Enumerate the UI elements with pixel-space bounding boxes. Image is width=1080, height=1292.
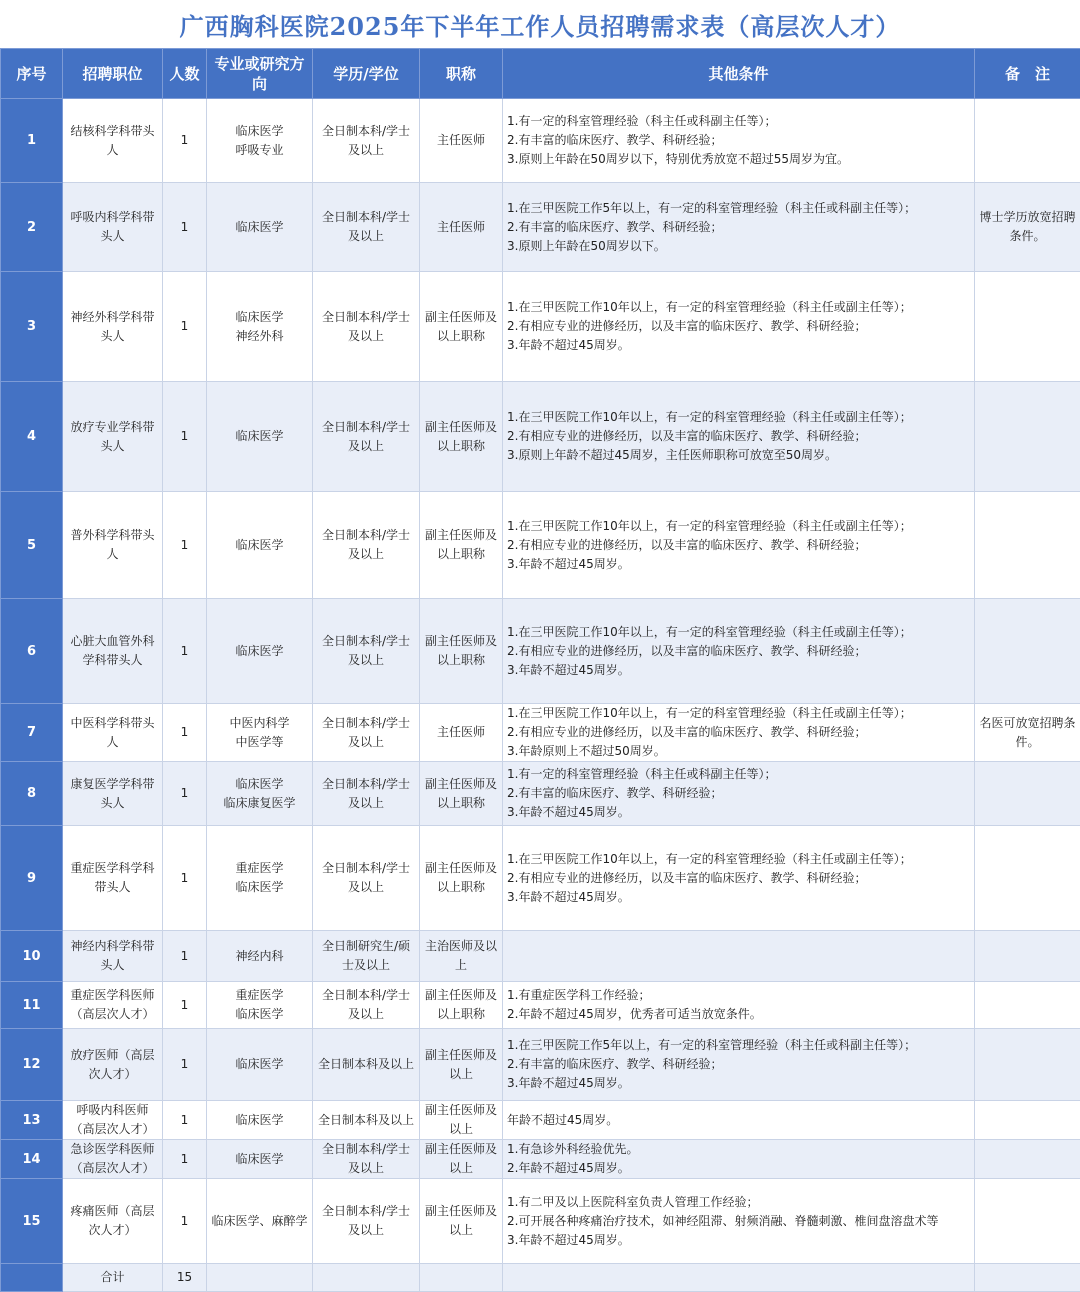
table-row xyxy=(1,492,1080,599)
row-remarks xyxy=(975,599,1080,704)
row-position: 普外科学科带头人 xyxy=(63,492,163,599)
major-line: 临床医学 xyxy=(211,308,308,327)
condition-line: 1.在三甲医院工作10年以上，有一定的科室管理经验（科主任或副主任等）； xyxy=(507,517,970,536)
total-empty xyxy=(420,1264,503,1292)
row-major xyxy=(207,272,313,382)
table-row xyxy=(1,704,1080,762)
row-title: 主任医师 xyxy=(420,704,503,762)
row-count: 1 xyxy=(163,382,207,492)
total-empty xyxy=(503,1264,975,1292)
row-title: 副主任医师及以上 xyxy=(420,1140,503,1179)
row-conditions xyxy=(503,982,975,1029)
major-line: 临床医学 xyxy=(211,642,308,661)
table-row xyxy=(1,826,1080,931)
row-remarks xyxy=(975,1140,1080,1179)
condition-line: 3.年龄不超过45周岁。 xyxy=(507,1231,970,1250)
row-title: 副主任医师及以上职称 xyxy=(420,982,503,1029)
row-education: 全日制本科及以上 xyxy=(313,1029,420,1101)
row-seq: 8 xyxy=(1,762,63,826)
condition-line: 2.有相应专业的进修经历，以及丰富的临床医疗、教学、科研经验； xyxy=(507,642,970,661)
table-row xyxy=(1,1029,1080,1101)
total-count: 15 xyxy=(163,1264,207,1292)
row-title: 副主任医师及以上职称 xyxy=(420,826,503,931)
row-major xyxy=(207,1140,313,1179)
row-remarks xyxy=(975,1179,1080,1264)
major-line: 临床医学 xyxy=(211,536,308,555)
row-seq: 7 xyxy=(1,704,63,762)
row-count: 1 xyxy=(163,1140,207,1179)
row-seq: 12 xyxy=(1,1029,63,1101)
major-line: 临床医学、麻醉学 xyxy=(211,1212,308,1231)
row-major xyxy=(207,1101,313,1140)
row-title: 副主任医师及以上 xyxy=(420,1101,503,1140)
condition-line: 3.年龄不超过45周岁。 xyxy=(507,661,970,680)
row-education: 全日制本科/学士及以上 xyxy=(313,272,420,382)
major-line: 神经内科 xyxy=(211,947,308,966)
major-line: 中医内科学 xyxy=(211,714,308,733)
row-title: 主治医师及以上 xyxy=(420,931,503,982)
major-line: 中医学等 xyxy=(211,733,308,752)
row-title: 主任医师 xyxy=(420,99,503,183)
condition-line: 2.有相应专业的进修经历，以及丰富的临床医疗、教学、科研经验； xyxy=(507,317,970,336)
row-position: 康复医学学科带头人 xyxy=(63,762,163,826)
header-title: 职称 xyxy=(420,49,503,99)
row-major xyxy=(207,492,313,599)
row-remarks: 博士学历放宽招聘条件。 xyxy=(975,183,1080,272)
major-line: 临床医学 xyxy=(211,1111,308,1130)
condition-line: 1.在三甲医院工作10年以上，有一定的科室管理经验（科主任或副主任等）； xyxy=(507,850,970,869)
row-seq: 9 xyxy=(1,826,63,931)
row-major xyxy=(207,382,313,492)
row-position: 中医科学科带头人 xyxy=(63,704,163,762)
row-major xyxy=(207,762,313,826)
row-remarks xyxy=(975,826,1080,931)
condition-line: 1.在三甲医院工作10年以上，有一定的科室管理经验（科主任或副主任等）； xyxy=(507,408,970,427)
row-position: 重症医学科医师（高层次人才） xyxy=(63,982,163,1029)
condition-line: 1.在三甲医院工作10年以上，有一定的科室管理经验（科主任或副主任等）； xyxy=(507,298,970,317)
row-count: 1 xyxy=(163,704,207,762)
row-education: 全日制本科/学士及以上 xyxy=(313,382,420,492)
row-count: 1 xyxy=(163,1179,207,1264)
row-seq: 5 xyxy=(1,492,63,599)
row-conditions xyxy=(503,931,975,982)
row-education: 全日制本科/学士及以上 xyxy=(313,982,420,1029)
major-line: 重症医学 xyxy=(211,859,308,878)
row-conditions xyxy=(503,272,975,382)
row-major xyxy=(207,826,313,931)
condition-line: 1.有一定的科室管理经验（科主任或科副主任等）； xyxy=(507,765,970,784)
condition-line: 2.可开展各种疼痛治疗技术，如神经阻滞、射频消融、脊髓刺激、椎间盘溶盘术等 xyxy=(507,1212,970,1231)
major-line: 呼吸专业 xyxy=(211,141,308,160)
condition-line: 2.有丰富的临床医疗、教学、科研经验； xyxy=(507,218,970,237)
row-remarks xyxy=(975,1029,1080,1101)
row-title: 副主任医师及以上职称 xyxy=(420,492,503,599)
row-conditions xyxy=(503,492,975,599)
row-title: 副主任医师及以上 xyxy=(420,1029,503,1101)
row-seq: 14 xyxy=(1,1140,63,1179)
condition-line: 3.年龄原则上不超过50周岁。 xyxy=(507,742,970,761)
row-count: 1 xyxy=(163,183,207,272)
condition-line: 1.有一定的科室管理经验（科主任或科副主任等）； xyxy=(507,112,970,131)
row-seq: 1 xyxy=(1,99,63,183)
table-row xyxy=(1,599,1080,704)
row-seq: 13 xyxy=(1,1101,63,1140)
row-position: 放疗专业学科带头人 xyxy=(63,382,163,492)
row-education: 全日制本科/学士及以上 xyxy=(313,599,420,704)
row-education: 全日制本科/学士及以上 xyxy=(313,183,420,272)
total-empty xyxy=(313,1264,420,1292)
major-line: 临床医学 xyxy=(211,1005,308,1024)
row-education: 全日制本科/学士及以上 xyxy=(313,99,420,183)
table-row xyxy=(1,931,1080,982)
row-count: 1 xyxy=(163,826,207,931)
row-education: 全日制本科/学士及以上 xyxy=(313,492,420,599)
condition-line: 1.在三甲医院工作5年以上，有一定的科室管理经验（科主任或科副主任等）； xyxy=(507,1036,970,1055)
table-row xyxy=(1,382,1080,492)
condition-line: 1.有重症医学科工作经验； xyxy=(507,986,970,1005)
condition-line: 2.有相应专业的进修经历，以及丰富的临床医疗、教学、科研经验； xyxy=(507,869,970,888)
table-row xyxy=(1,1179,1080,1264)
condition-line: 3.年龄不超过45周岁。 xyxy=(507,336,970,355)
row-major xyxy=(207,599,313,704)
row-major xyxy=(207,931,313,982)
condition-line: 2.有相应专业的进修经历，以及丰富的临床医疗、教学、科研经验； xyxy=(507,536,970,555)
row-count: 1 xyxy=(163,1029,207,1101)
table-row xyxy=(1,982,1080,1029)
row-education: 全日制本科/学士及以上 xyxy=(313,826,420,931)
condition-line: 3.年龄不超过45周岁。 xyxy=(507,1074,970,1093)
row-title: 副主任医师及以上 xyxy=(420,1179,503,1264)
row-conditions xyxy=(503,1101,975,1140)
row-position: 心脏大血管外科学科带头人 xyxy=(63,599,163,704)
row-seq: 15 xyxy=(1,1179,63,1264)
row-conditions xyxy=(503,99,975,183)
row-major xyxy=(207,183,313,272)
condition-line: 3.原则上年龄不超过45周岁，主任医师职称可放宽至50周岁。 xyxy=(507,446,970,465)
condition-line: 3.年龄不超过45周岁。 xyxy=(507,803,970,822)
table-row xyxy=(1,272,1080,382)
table-header-row xyxy=(1,49,1080,99)
row-position: 放疗医师（高层次人才） xyxy=(63,1029,163,1101)
major-line: 临床医学 xyxy=(211,775,308,794)
row-seq: 3 xyxy=(1,272,63,382)
condition-line: 1.有二甲及以上医院科室负责人管理工作经验； xyxy=(507,1193,970,1212)
row-position: 呼吸内科学科带头人 xyxy=(63,183,163,272)
major-line: 临床医学 xyxy=(211,878,308,897)
condition-line: 2.有相应专业的进修经历，以及丰富的临床医疗、教学、科研经验； xyxy=(507,427,970,446)
row-education: 全日制本科/学士及以上 xyxy=(313,762,420,826)
row-major xyxy=(207,99,313,183)
major-line: 临床医学 xyxy=(211,427,308,446)
row-major xyxy=(207,982,313,1029)
condition-line: 2.有相应专业的进修经历，以及丰富的临床医疗、教学、科研经验； xyxy=(507,723,970,742)
major-line: 重症医学 xyxy=(211,986,308,1005)
condition-line: 2.年龄不超过45周岁。 xyxy=(507,1159,970,1178)
condition-line: 3.原则上年龄在50周岁以下。 xyxy=(507,237,970,256)
major-line: 临床医学 xyxy=(211,1055,308,1074)
header-conditions: 其他条件 xyxy=(503,49,975,99)
row-count: 1 xyxy=(163,1101,207,1140)
row-count: 1 xyxy=(163,931,207,982)
condition-line: 1.有急诊外科经验优先。 xyxy=(507,1140,970,1159)
row-conditions xyxy=(503,704,975,762)
total-row xyxy=(1,1264,1080,1292)
row-count: 1 xyxy=(163,272,207,382)
condition-line: 1.在三甲医院工作10年以上，有一定的科室管理经验（科主任或副主任等）； xyxy=(507,623,970,642)
recruitment-table xyxy=(0,48,1080,1292)
row-education: 全日制研究生/硕士及以上 xyxy=(313,931,420,982)
major-line: 临床医学 xyxy=(211,122,308,141)
row-education: 全日制本科/学士及以上 xyxy=(313,1140,420,1179)
table-row xyxy=(1,1140,1080,1179)
condition-line: 1.在三甲医院工作5年以上，有一定的科室管理经验（科主任或科副主任等）； xyxy=(507,199,970,218)
row-position: 结核科学科带头人 xyxy=(63,99,163,183)
total-empty xyxy=(207,1264,313,1292)
condition-line: 1.在三甲医院工作10年以上，有一定的科室管理经验（科主任或副主任等）； xyxy=(507,704,970,723)
row-major xyxy=(207,1179,313,1264)
condition-line: 年龄不超过45周岁。 xyxy=(507,1111,970,1130)
row-remarks xyxy=(975,382,1080,492)
row-position: 神经内科学科带头人 xyxy=(63,931,163,982)
condition-line: 2.有丰富的临床医疗、教学、科研经验； xyxy=(507,1055,970,1074)
row-count: 1 xyxy=(163,762,207,826)
row-position: 急诊医学科医师（高层次人才） xyxy=(63,1140,163,1179)
table-row xyxy=(1,762,1080,826)
table-row xyxy=(1,1101,1080,1140)
row-seq: 11 xyxy=(1,982,63,1029)
row-count: 1 xyxy=(163,99,207,183)
condition-line: 3.原则上年龄在50周岁以下，特别优秀放宽不超过55周岁为宜。 xyxy=(507,150,970,169)
row-conditions xyxy=(503,599,975,704)
row-education: 全日制本科/学士及以上 xyxy=(313,1179,420,1264)
row-remarks xyxy=(975,982,1080,1029)
row-position: 重症医学科学科带头人 xyxy=(63,826,163,931)
row-count: 1 xyxy=(163,492,207,599)
row-remarks xyxy=(975,931,1080,982)
table-row xyxy=(1,99,1080,183)
row-count: 1 xyxy=(163,599,207,704)
row-major xyxy=(207,704,313,762)
page-title: 广西胸科医院2025年下半年工作人员招聘需求表（高层次人才） xyxy=(0,0,1080,48)
condition-line: 2.有丰富的临床医疗、教学、科研经验； xyxy=(507,131,970,150)
row-conditions xyxy=(503,382,975,492)
header-count: 人数 xyxy=(163,49,207,99)
row-title: 副主任医师及以上职称 xyxy=(420,272,503,382)
row-conditions xyxy=(503,762,975,826)
table-row xyxy=(1,183,1080,272)
row-conditions xyxy=(503,183,975,272)
row-major xyxy=(207,1029,313,1101)
row-remarks xyxy=(975,99,1080,183)
row-remarks xyxy=(975,762,1080,826)
major-line: 临床医学 xyxy=(211,218,308,237)
major-line: 临床康复医学 xyxy=(211,794,308,813)
row-title: 副主任医师及以上职称 xyxy=(420,762,503,826)
total-label: 合计 xyxy=(63,1264,163,1292)
row-position: 疼痛医师（高层次人才） xyxy=(63,1179,163,1264)
row-education: 全日制本科/学士及以上 xyxy=(313,704,420,762)
header-seq: 序号 xyxy=(1,49,63,99)
row-remarks xyxy=(975,492,1080,599)
row-conditions xyxy=(503,1179,975,1264)
row-remarks xyxy=(975,1101,1080,1140)
row-title: 副主任医师及以上职称 xyxy=(420,382,503,492)
row-title: 副主任医师及以上职称 xyxy=(420,599,503,704)
row-title: 主任医师 xyxy=(420,183,503,272)
row-position: 呼吸内科医师（高层次人才） xyxy=(63,1101,163,1140)
total-seq xyxy=(1,1264,63,1292)
header-major: 专业或研究方向 xyxy=(207,49,313,99)
major-line: 神经外科 xyxy=(211,327,308,346)
row-education: 全日制本科及以上 xyxy=(313,1101,420,1140)
row-seq: 4 xyxy=(1,382,63,492)
row-count: 1 xyxy=(163,982,207,1029)
row-seq: 6 xyxy=(1,599,63,704)
major-line: 临床医学 xyxy=(211,1150,308,1169)
row-position: 神经外科学科带头人 xyxy=(63,272,163,382)
condition-line: 2.年龄不超过45周岁，优秀者可适当放宽条件。 xyxy=(507,1005,970,1024)
condition-line: 3.年龄不超过45周岁。 xyxy=(507,888,970,907)
row-remarks: 名医可放宽招聘条件。 xyxy=(975,704,1080,762)
row-conditions xyxy=(503,1140,975,1179)
row-seq: 2 xyxy=(1,183,63,272)
condition-line: 2.有丰富的临床医疗、教学、科研经验； xyxy=(507,784,970,803)
row-conditions xyxy=(503,1029,975,1101)
row-remarks xyxy=(975,272,1080,382)
header-education: 学历/学位 xyxy=(313,49,420,99)
header-remarks: 备 注 xyxy=(975,49,1080,99)
row-seq: 10 xyxy=(1,931,63,982)
total-empty xyxy=(975,1264,1080,1292)
row-conditions xyxy=(503,826,975,931)
header-position: 招聘职位 xyxy=(63,49,163,99)
condition-line: 3.年龄不超过45周岁。 xyxy=(507,555,970,574)
